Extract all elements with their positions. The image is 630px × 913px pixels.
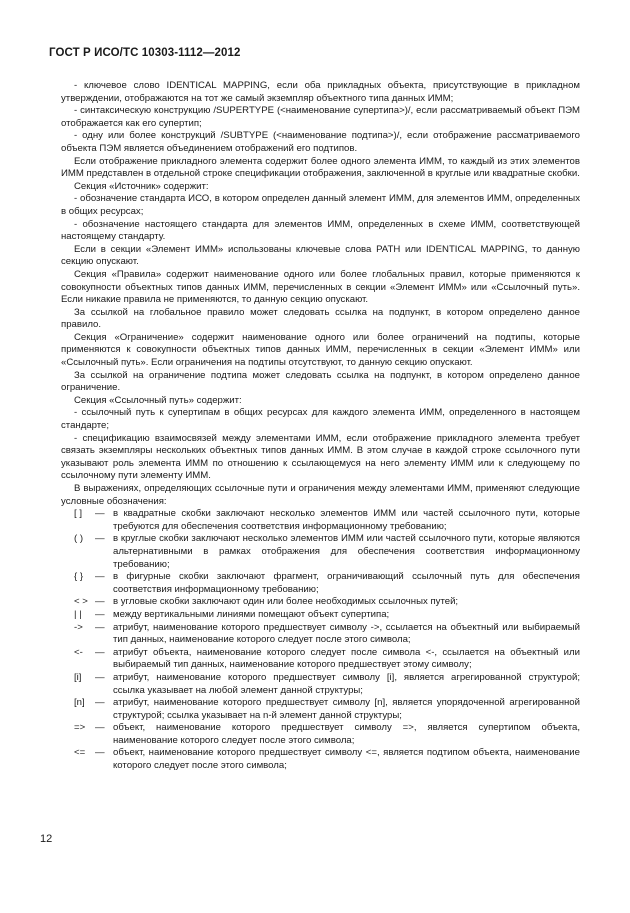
symbol-item — [61, 672, 580, 697]
paragraph: Если отображение прикладного элемента содержит более одного элемента ИММ, то каждый из этих элементов ИММ представлен в отдельной строке спецификации отображения, заключенной в круглые или квадратные скобки. — [61, 155, 580, 180]
symbol-dash: — — [95, 508, 105, 520]
symbol-item — [61, 508, 580, 533]
paragraph: За ссылкой на ограничение подтипа может следовать ссылка на подпункт, в котором определено данное ограничение. — [61, 369, 580, 394]
symbol-dash: — — [95, 571, 105, 583]
paragraph: Секция «Ограничение» содержит наименование одного или более ограничений на подтипы, которые применяются к совокупности объектных типов данных ИММ, перечисленных в секции «Элемент ИММ» или «Ссылочный путь». Если ограничения на подтипы отсутствуют, то данную секцию опускают. — [61, 331, 580, 369]
symbol-dash: — — [95, 533, 105, 545]
symbol: [i] — [74, 671, 82, 683]
symbol: <= — [74, 747, 86, 759]
symbol-description: между вертикальными линиями помещают объект супертипа; — [113, 608, 390, 620]
symbol-description: атрибут, наименование которого предшествует символу ->, ссылается на объектный или выбираемый тип данных, наименование которого следует после этого символа; — [113, 621, 580, 646]
symbol-item — [61, 647, 580, 672]
paragraph: Секция «Правила» содержит наименование одного или более глобальных правил, которые применяются к совокупности объектных типов данных ИММ, перечисленных в секции «Элемент ИММ» или «Ссылочный путь». Если никакие правила не применяются, то данную секцию опускают. — [61, 268, 580, 306]
page-number: 12 — [40, 833, 53, 845]
paragraph: - одну или более конструкций /SUBTYPE (<наименование подтипа>)/, если отображение рассматриваемого объекта ПЭМ является объединением отображений его подтипов. — [61, 130, 580, 154]
symbol: -> — [74, 621, 83, 633]
symbol-item — [61, 622, 580, 647]
paragraph: В выражениях, определяющих ссылочные пути и ограничения между элементами ИММ, применяют следующие условные обозначения: — [61, 483, 580, 507]
symbol-description: в угловые скобки заключают один или более необходимых ссылочных путей; — [113, 596, 459, 608]
symbol: { } — [74, 571, 84, 583]
paragraph: - обозначение стандарта ИСО, в котором определен данный элемент ИММ, для элементов ИММ, определенных в общих ресурсах; — [61, 193, 580, 217]
symbol-dash: — — [95, 747, 105, 759]
page-body — [61, 80, 580, 773]
symbol-item — [61, 697, 580, 722]
symbol-item — [61, 571, 580, 596]
paragraph: - ссылочный путь к супертипам в общих ресурсах для каждого элемента ИММ, определенного в настоящем стандарте; — [61, 407, 580, 432]
symbol-dash: — — [95, 621, 105, 633]
symbol: [ ] — [74, 508, 82, 520]
symbol: < > — [74, 596, 88, 608]
symbol-item — [61, 722, 580, 747]
symbol-description: в круглые скобки заключают несколько элементов ИММ или частей ссылочного пути, которые являются альтернативными в рамках отображения для обеспечения соответствия информационному требованию; — [113, 533, 580, 570]
symbol-item — [61, 533, 580, 571]
paragraph: Секция «Источник» содержит: — [74, 180, 209, 192]
symbol-description: атрибут, наименование которого предшествует символу [i], является агрегированной структурой; ссылка указывает на любой элемент данной структуры; — [113, 671, 580, 696]
symbol: => — [74, 722, 86, 734]
symbol-item — [61, 596, 580, 609]
paragraph: За ссылкой на глобальное правило может следовать ссылка на подпункт, в котором определено данное правило. — [61, 306, 580, 331]
symbol: <- — [74, 646, 83, 658]
symbol-description: в квадратные скобки заключают несколько элементов ИММ или частей ссылочного пути, которые требуются для обеспечения соответствия информационному требованию; — [113, 508, 580, 532]
symbol-description: объект, наименование которого предшествует символу =>, является супертипом объекта, наименование которого следует после этого символа; — [113, 722, 580, 746]
symbol-item — [61, 747, 580, 772]
symbol-description: атрибут объекта, наименование которого следует после символа <-, ссылается на объектный или выбираемый тип данных, наименование которого предшествует этому символу; — [113, 646, 580, 671]
page-header: ГОСТ Р ИСО/ТС 10303-1112—2012 — [49, 47, 241, 59]
symbol-description: в фигурные скобки заключают фрагмент, ограничивающий ссылочный путь для обеспечения соответствия информационному требованию; — [113, 571, 580, 595]
paragraph: - синтаксическую конструкцию /SUPERTYPE (<наименование супертипа>)/, если рассматриваемый объект ПЭМ отображается как его супертип; — [61, 105, 580, 129]
paragraph: - обозначение настоящего стандарта для элементов ИММ, определенных в схеме ИММ, соответствующей настоящему стандарту. — [61, 218, 580, 243]
symbol-dash: — — [95, 722, 105, 734]
symbol-dash: — — [95, 646, 105, 658]
symbol: | | — [74, 608, 82, 620]
symbol: [n] — [74, 697, 85, 709]
symbol-item — [61, 609, 580, 622]
symbol-description: атрибут, наименование которого предшествует символу [n], является упорядоченной агрегированной структурой; ссылка указывает на n-й элемент данной структуры; — [113, 697, 580, 721]
symbol-dash: — — [95, 697, 105, 709]
symbol-dash: — — [95, 608, 105, 620]
paragraph: - спецификацию взаимосвязей между элементами ИММ, если отображение прикладного элемента требует связать экземпляры нескольких объектных типов данных ИММ. В этом случае в каждой строке ссылочного пути указывают роль элемента ИММ по отношению к ссылающемуся на него элементу ИММ или к следующему по ссылочному пути элементу ИММ. — [61, 432, 580, 482]
symbol-list — [61, 508, 580, 772]
paragraph: Секция «Ссылочный путь» содержит: — [74, 394, 242, 406]
symbol-dash: — — [95, 596, 105, 608]
paragraph: Если в секции «Элемент ИММ» использованы ключевые слова PATH или IDENTICAL MAPPING, то данную секцию опускают. — [61, 243, 580, 268]
paragraph: - ключевое слово IDENTICAL MAPPING, если оба прикладных объекта, присутствующие в прикладном утверждении, отображаются на тот же самый экземпляр объектного типа данных ИММ; — [61, 80, 580, 104]
symbol-description: объект, наименование которого предшествует символу <=, является подтипом объекта, наименование которого следует после этого символа; — [113, 747, 580, 772]
symbol-dash: — — [95, 671, 105, 683]
symbol: ( ) — [74, 533, 84, 545]
